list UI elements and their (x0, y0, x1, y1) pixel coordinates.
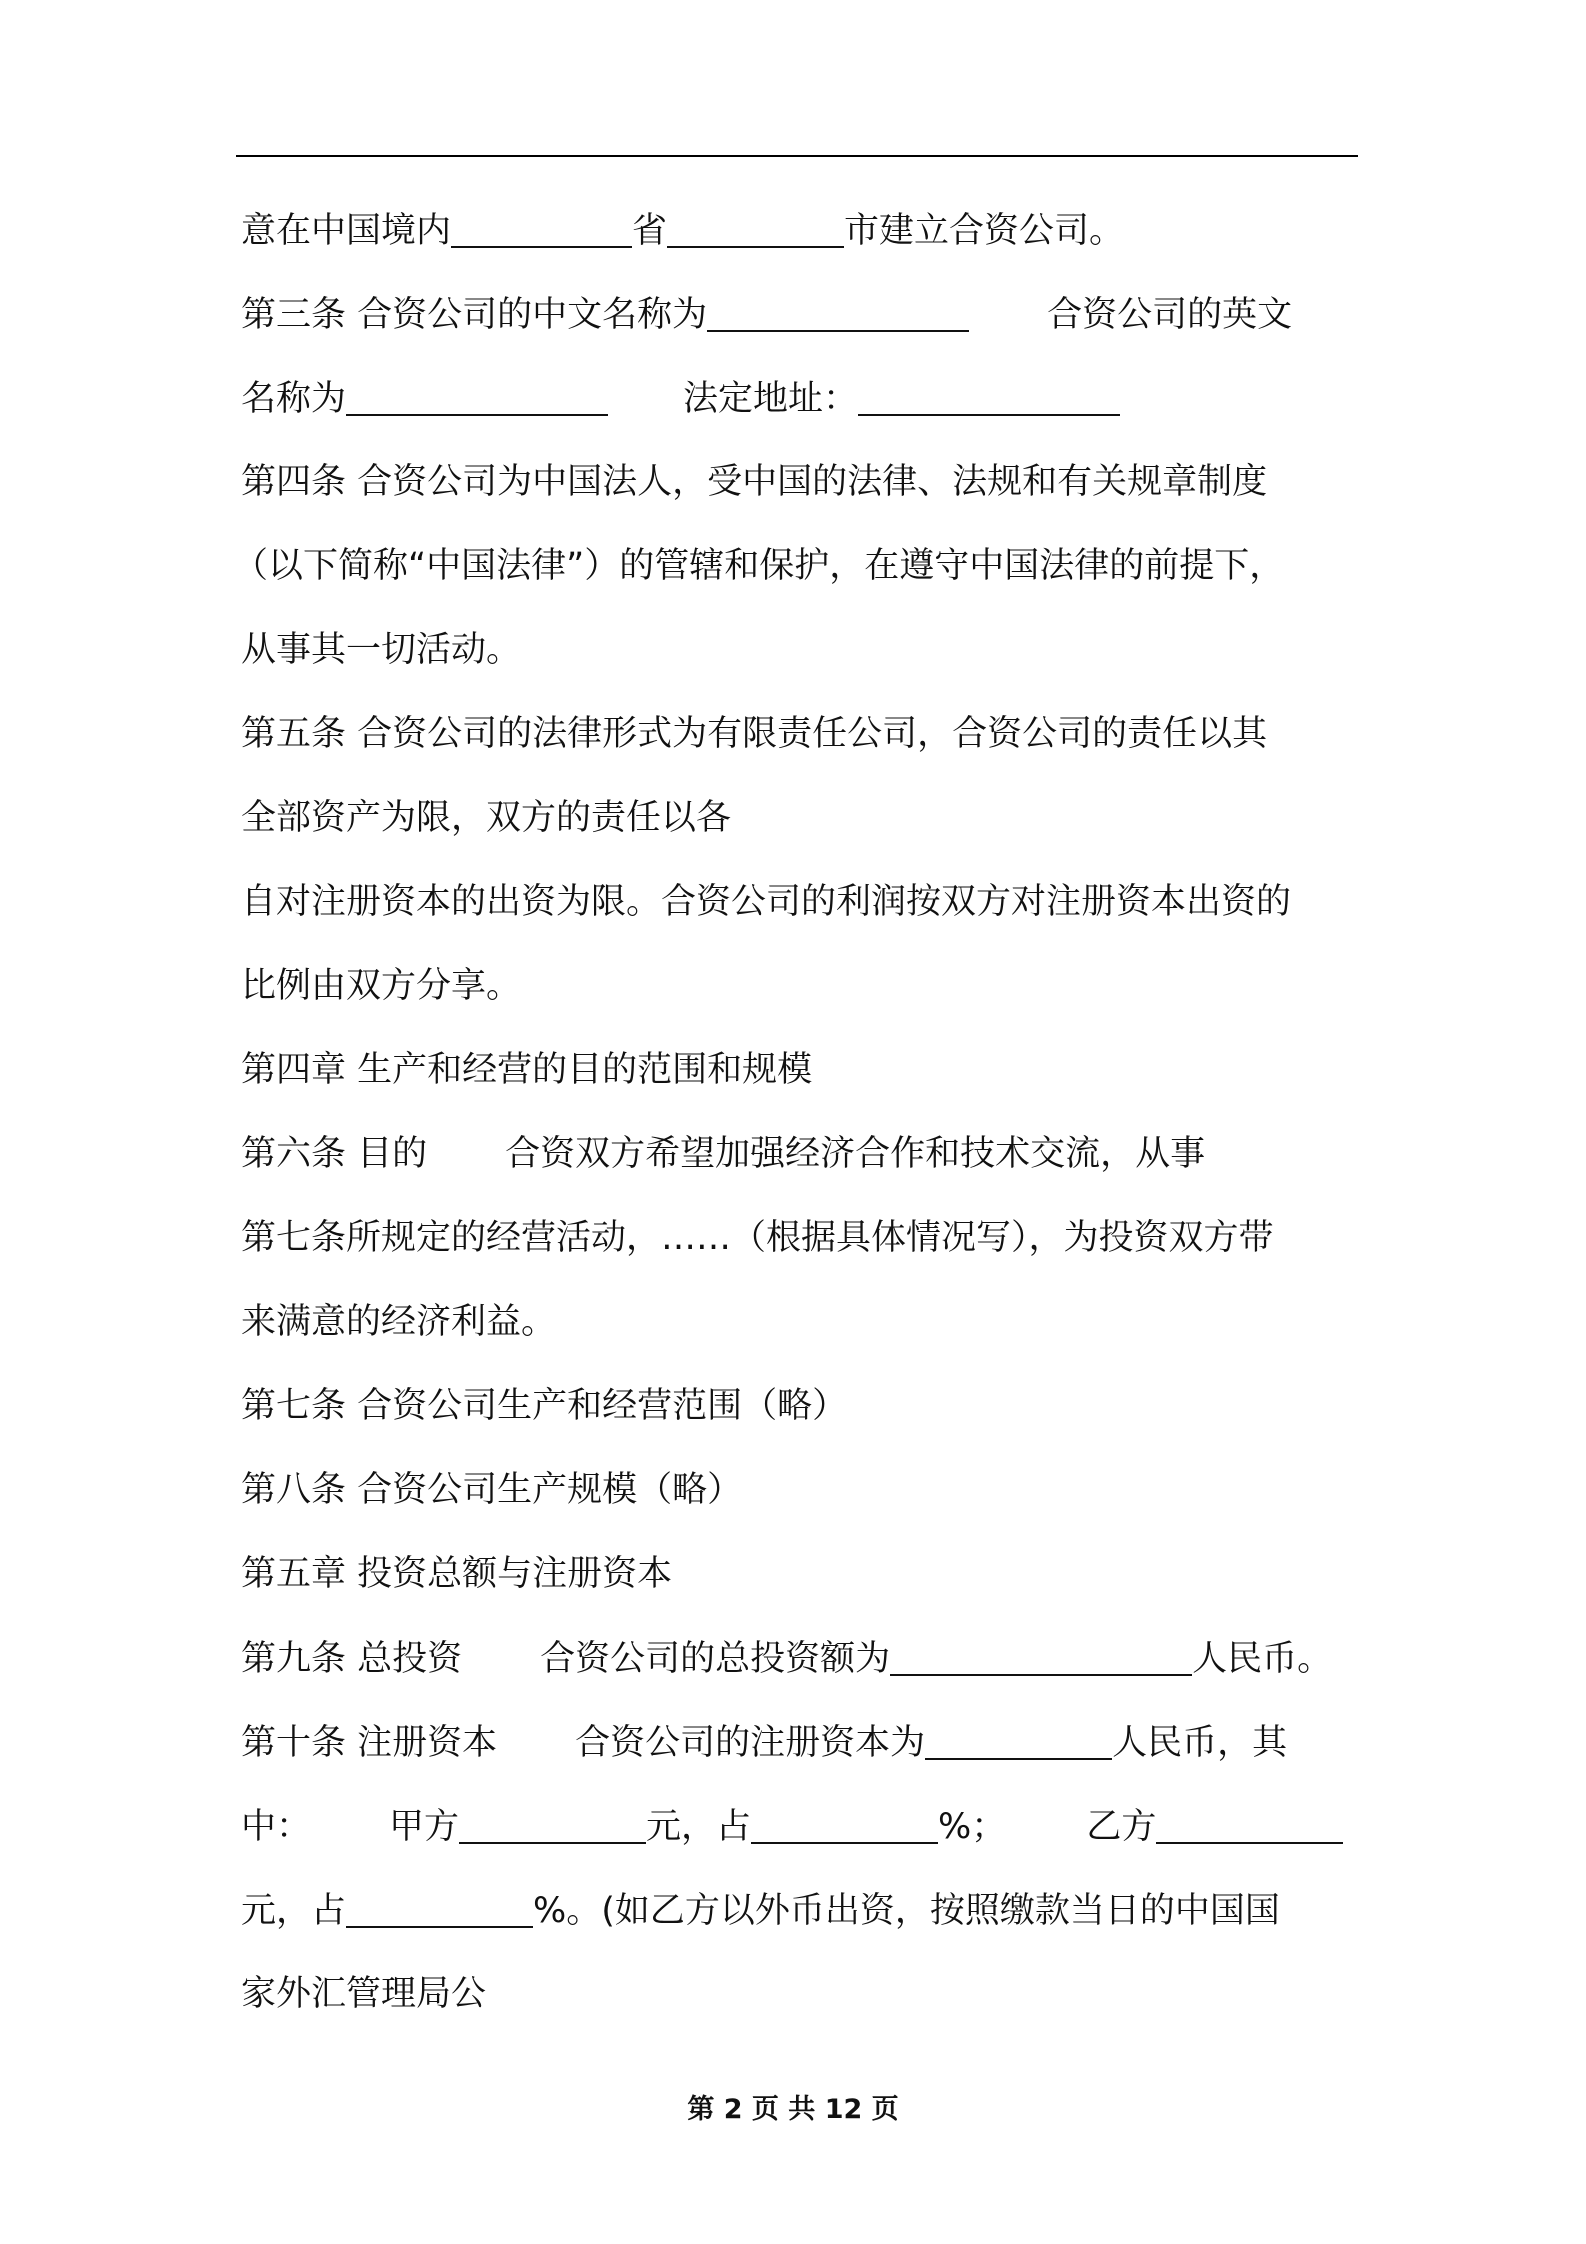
fill-blank (858, 374, 1120, 416)
chapter-4-heading: 第四章 生产和经营的目的范围和规模 (241, 1050, 813, 1090)
article-6: 第六条 目的 合资双方希望加强经济合作和技术交流，从事 (241, 1134, 1206, 1174)
article-9: 第九条 总投资 合资公司的总投资额为 人民币。 (241, 1634, 1381, 1683)
text-line: 第七条所规定的经营活动，……（根据具体情况写），为投资双方带 (241, 1218, 1274, 1258)
fill-blank (346, 1886, 533, 1928)
header-rule (236, 155, 1358, 157)
text-line: 来满意的经济利益。 (241, 1302, 557, 1342)
text-line: 意在中国境内 省 市建立合资公司。 (241, 206, 1381, 255)
text-line: 比例由双方分享。 (241, 966, 522, 1006)
article-8: 第八条 合资公司生产规模（略） (241, 1470, 743, 1510)
article-10: 第十条 注册资本 合资公司的注册资本为 人民币，其 (241, 1718, 1381, 1767)
text-line: 中： 甲方 元，占 %； 乙方 (241, 1802, 1381, 1851)
text-line: 家外汇管理局公 (241, 1974, 487, 2014)
page-footer: 第 2 页 共 12 页 (687, 2094, 899, 2125)
text-line: （以下简称“中国法律”）的管辖和保护，在遵守中国法律的前提下， (233, 546, 1285, 586)
text-line: 从事其一切活动。 (241, 630, 522, 670)
article-3: 第三条 合资公司的中文名称为 合资公司的英文 (241, 290, 1381, 339)
article-5: 第五条 合资公司的法律形式为有限责任公司，合资公司的责任以其 (241, 714, 1268, 754)
text-line: 全部资产为限，双方的责任以各 (241, 798, 732, 838)
article-4: 第四条 合资公司为中国法人，受中国的法律、法规和有关规章制度 (241, 462, 1268, 502)
chapter-5-heading: 第五章 投资总额与注册资本 (241, 1554, 673, 1594)
fill-blank (751, 1802, 938, 1844)
article-7: 第七条 合资公司生产和经营范围（略） (241, 1386, 848, 1426)
fill-blank (346, 374, 608, 416)
fill-blank (1156, 1802, 1343, 1844)
fill-blank (890, 1634, 1192, 1676)
fill-blank (459, 1802, 646, 1844)
fill-blank (451, 206, 632, 248)
text-line: 名称为 法定地址： (241, 374, 1381, 423)
text-line: 自对注册资本的出资为限。合资公司的利润按双方对注册资本出资的 (241, 882, 1292, 922)
fill-blank (925, 1718, 1112, 1760)
text-line: 元，占 %。(如乙方以外币出资，按照缴款当日的中国国 (241, 1886, 1381, 1935)
fill-blank (707, 290, 969, 332)
fill-blank (667, 206, 844, 248)
